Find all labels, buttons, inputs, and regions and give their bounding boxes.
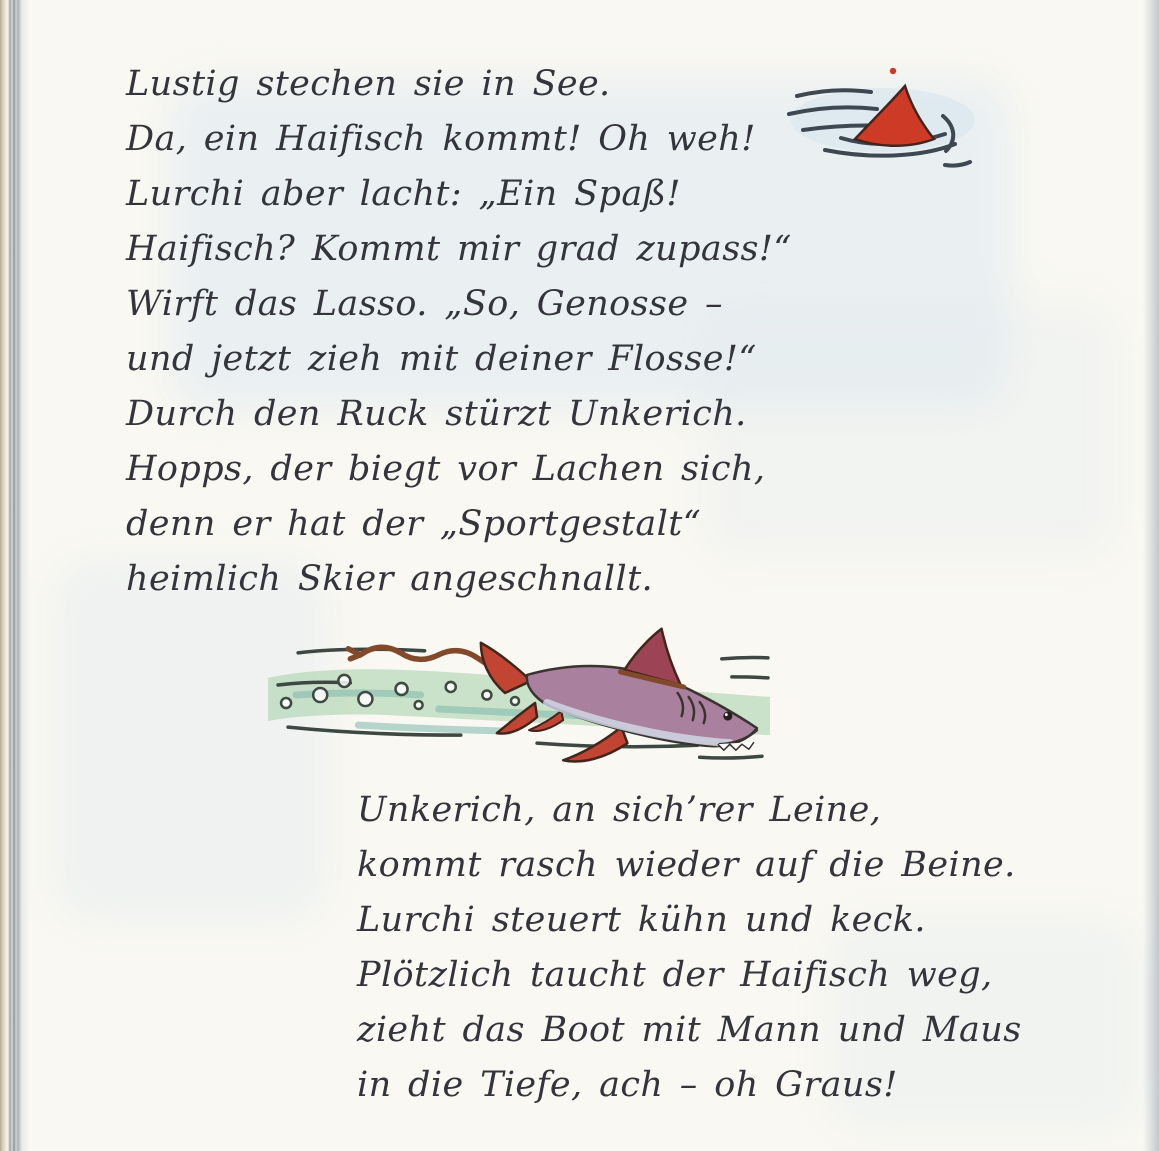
speed-line xyxy=(722,658,768,659)
poem-line: denn er hat der „Sportgestalt“ xyxy=(126,504,702,544)
bubble xyxy=(338,675,350,687)
rope-frayed-end xyxy=(350,655,360,659)
poem-line: Durch den Ruck stürzt Unkerich. xyxy=(126,394,747,434)
poem-stanza-2 xyxy=(357,783,1022,1113)
lassoed-shark-illustration xyxy=(268,622,770,774)
poem-line: Lurchi aber lacht: „Ein Spaß! xyxy=(126,174,681,214)
red-dot xyxy=(890,68,896,74)
bubble xyxy=(446,682,456,692)
poem-line: Plötzlich taucht der Haifisch weg, xyxy=(357,955,993,995)
speed-line xyxy=(700,756,762,758)
bubble xyxy=(415,701,423,709)
bubble xyxy=(313,688,327,702)
poem-line: Wirft das Lasso. „So, Genosse – xyxy=(126,284,723,324)
shark-fin-illustration xyxy=(783,58,988,173)
bubble xyxy=(482,690,491,699)
poem-line: Unkerich, an sich’rer Leine, xyxy=(357,790,882,830)
speed-line xyxy=(732,677,768,678)
bubble xyxy=(281,698,291,708)
bubble xyxy=(396,683,408,695)
poem-line: in die Tiefe, ach – oh Graus! xyxy=(357,1065,898,1105)
shark-eye-glint xyxy=(725,713,728,716)
poem-line: Da, ein Haifisch kommt! Oh weh! xyxy=(126,119,756,159)
poem-line: zieht das Boot mit Mann und Maus xyxy=(357,1010,1022,1050)
poem-line: kommt rasch wieder auf die Beine. xyxy=(357,845,1016,885)
page-right-edge-shadow xyxy=(1143,0,1159,1151)
shark-eye xyxy=(723,712,732,721)
poem-line: Lurchi steuert kühn und keck. xyxy=(357,900,926,940)
poem-line: und jetzt zieh mit deiner Flosse!“ xyxy=(126,339,757,379)
bubble xyxy=(358,692,372,706)
bubble xyxy=(511,697,519,705)
poem-line: heimlich Skier angeschnallt. xyxy=(126,559,654,599)
speed-line xyxy=(945,162,970,166)
poem-stanza-1 xyxy=(126,57,792,607)
poem-line: Haifisch? Kommt mir grad zupass!“ xyxy=(126,229,792,269)
book-gutter-edge xyxy=(0,0,30,1151)
water-streak xyxy=(358,725,509,731)
poem-line: Lustig stechen sie in See. xyxy=(126,64,611,104)
poem-line: Hopps, der biegt vor Lachen sich, xyxy=(126,449,766,489)
